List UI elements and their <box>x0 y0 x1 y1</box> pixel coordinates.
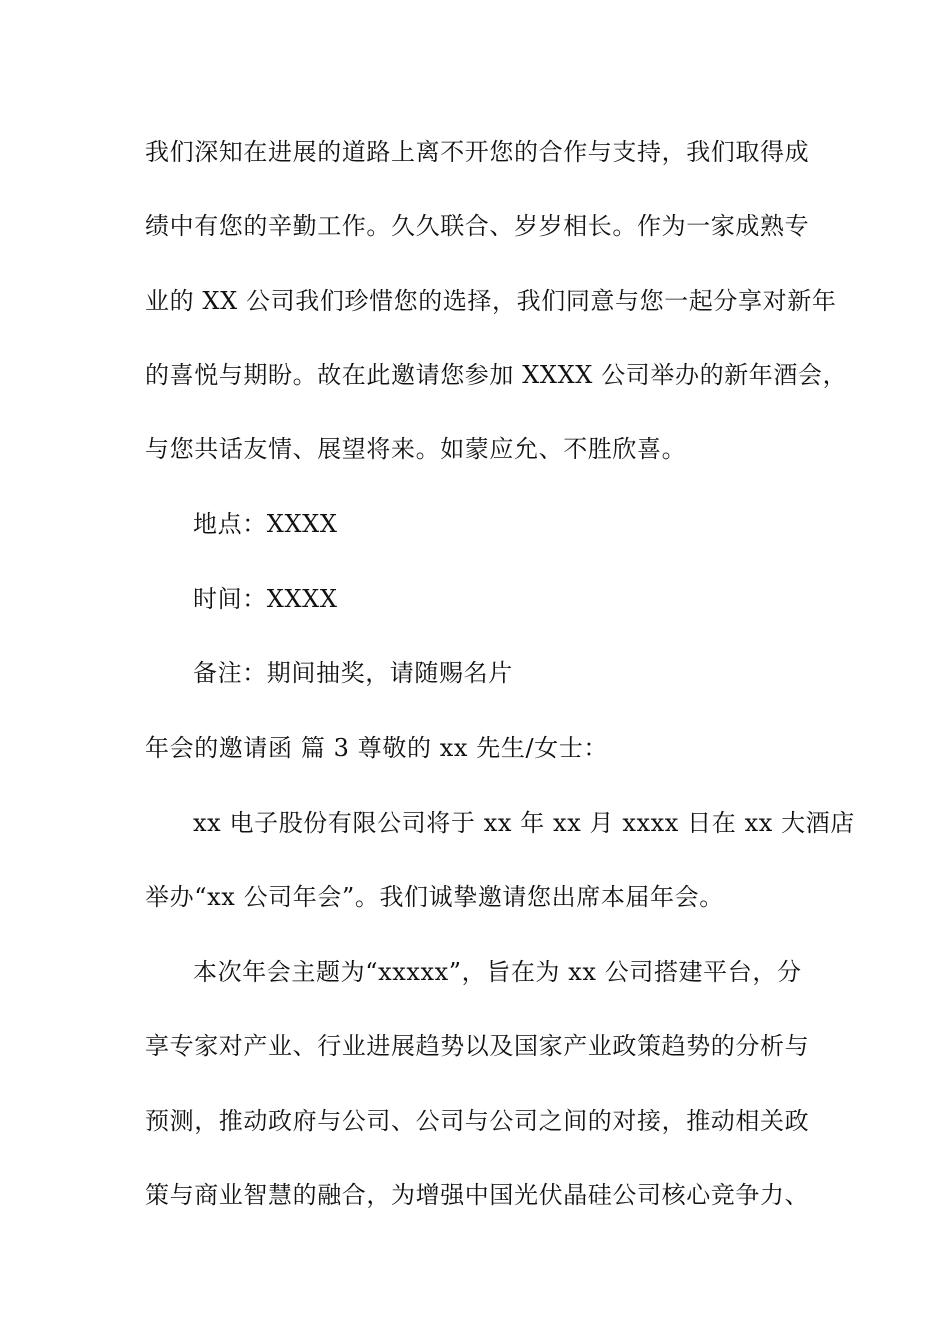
paragraph-line-5: 与您共话友情、展望将来。如蒙应允、不胜欣喜。 <box>145 435 687 463</box>
section-heading: 年会的邀请函 篇 3 尊敬的 xx 先生/女士： <box>145 734 608 762</box>
paragraph-line-2: 绩中有您的辛勤工作。久久联合、岁岁相长。作为一家成熟专 <box>145 212 810 240</box>
theme-line-4: 策与商业智慧的融合，为增强中国光伏晶硅公司核心竞争力、 <box>145 1181 810 1209</box>
note-line: 备注：期间抽奖，请随赐名片 <box>193 659 513 687</box>
paragraph-line-1: 我们深知在进展的道路上离不开您的合作与支持，我们取得成 <box>145 138 810 166</box>
time-line: 时间：XXXX <box>193 585 338 613</box>
invitation-line-1: xx 电子股份有限公司将于 xx 年 xx 月 xxxx 日在 xx 大酒店 <box>193 809 855 837</box>
location-line: 地点：XXXX <box>193 510 338 538</box>
paragraph-line-4: 的喜悦与期盼。故在此邀请您参加 XXXX 公司举办的新年酒会， <box>145 361 848 389</box>
paragraph-line-3: 业的 XX 公司我们珍惜您的选择，我们同意与您一起分享对新年 <box>145 287 837 315</box>
theme-line-1: 本次年会主题为“xxxxx”，旨在为 xx 公司搭建平台，分 <box>193 958 802 986</box>
invitation-line-2: 举办“xx 公司年会”。我们诚挚邀请您出席本届年会。 <box>145 883 724 911</box>
theme-line-2: 享专家对产业、行业进展趋势以及国家产业政策趋势的分析与 <box>145 1032 810 1060</box>
theme-line-3: 预测，推动政府与公司、公司与公司之间的对接，推动相关政 <box>145 1107 810 1135</box>
